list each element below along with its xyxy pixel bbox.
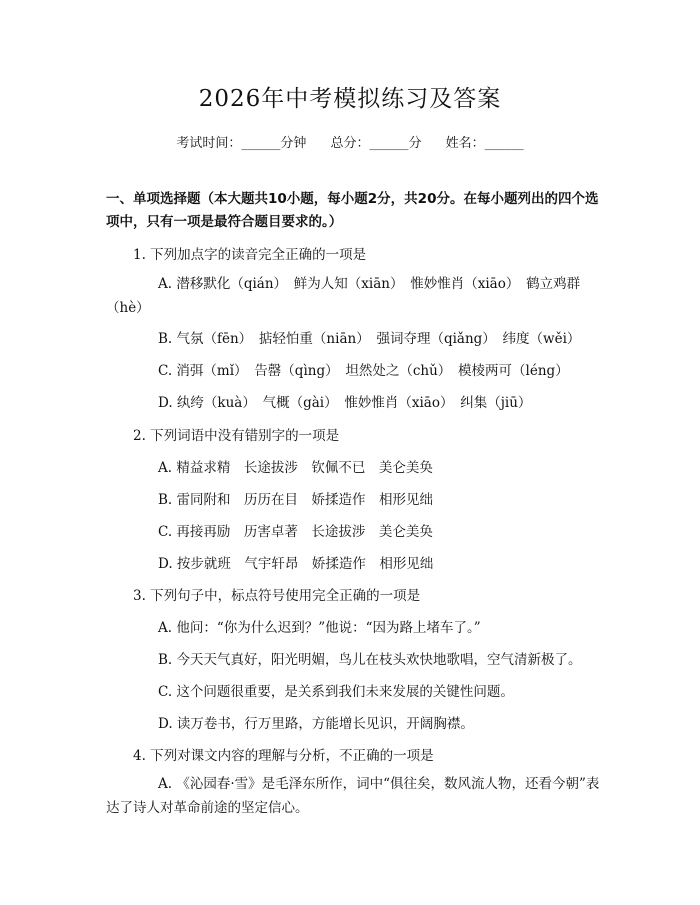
- question-option: B. 今天天气真好，阳光明媚，鸟儿在枝头欢快地歌唱，空气清新极了。: [158, 652, 582, 668]
- exam-meta: [0, 132, 700, 151]
- total-score-field: 总分：______分: [330, 136, 422, 151]
- question-option: D. 纨绔（kuà） 气概（gài） 惟妙惟肖（xiāo） 纠集（jiū）: [158, 395, 532, 411]
- question-option: C. 这个问题很重要，是关系到我们未来发展的关键性问题。: [158, 684, 514, 700]
- question-option: A. 《沁园春·雪》是毛泽东所作，词中“俱往矣，数风流人物，还看今朝”表达了诗人对革命前途的坚定信心。: [106, 776, 600, 816]
- page-title: 2026年中考模拟练习及答案: [198, 86, 502, 112]
- question-option: C. 消弭（mǐ） 告罄（qìng） 坦然处之（chǔ） 模棱两可（léng）: [158, 363, 569, 379]
- question-option: B. 气氛（fēn） 掂轻怕重（niān） 强词夺理（qiǎng） 纬度（wěi）: [158, 331, 581, 347]
- question-stem: 2. 下列词语中没有错别字的一项是: [133, 428, 340, 444]
- question-stem: 3. 下列句子中，标点符号使用完全正确的一项是: [133, 588, 421, 604]
- question-option: A. 精益求精 长途拔涉 钦佩不已 美仑美奂: [158, 460, 433, 476]
- question-option: D. 读万卷书，行万里路，方能增长见识，开阔胸襟。: [158, 716, 474, 732]
- question-option: B. 雷同附和 历历在目 娇揉造作 相形见绌: [158, 492, 434, 508]
- question-option: C. 再接再励 历害卓著 长途拔涉 美仑美奂: [158, 524, 433, 540]
- student-name-field: 姓名：______: [445, 136, 524, 151]
- section-heading: 一、单项选择题（本大题共10小题，每小题2分，共20分。在每小题列出的四个选项中，只有一项是最符合题目要求的。）: [106, 191, 599, 230]
- question-stem: 4. 下列对课文内容的理解与分析，不正确的一项是: [133, 748, 434, 764]
- question-option: A. 潜移默化（qián） 鲜为人知（xiān） 惟妙惟肖（xiāo） 鹤立鸡群（hè）: [106, 276, 581, 316]
- question-option: D. 按步就班 气宇轩昂 娇揉造作 相形见绌: [158, 556, 434, 572]
- question-stem: 1. 下列加点字的读音完全正确的一项是: [133, 247, 367, 263]
- exam-time-field: 考试时间：______分钟: [176, 136, 307, 151]
- question-option: A. 他问：“你为什么迟到？”他说：“因为路上堵车了。”: [158, 620, 481, 636]
